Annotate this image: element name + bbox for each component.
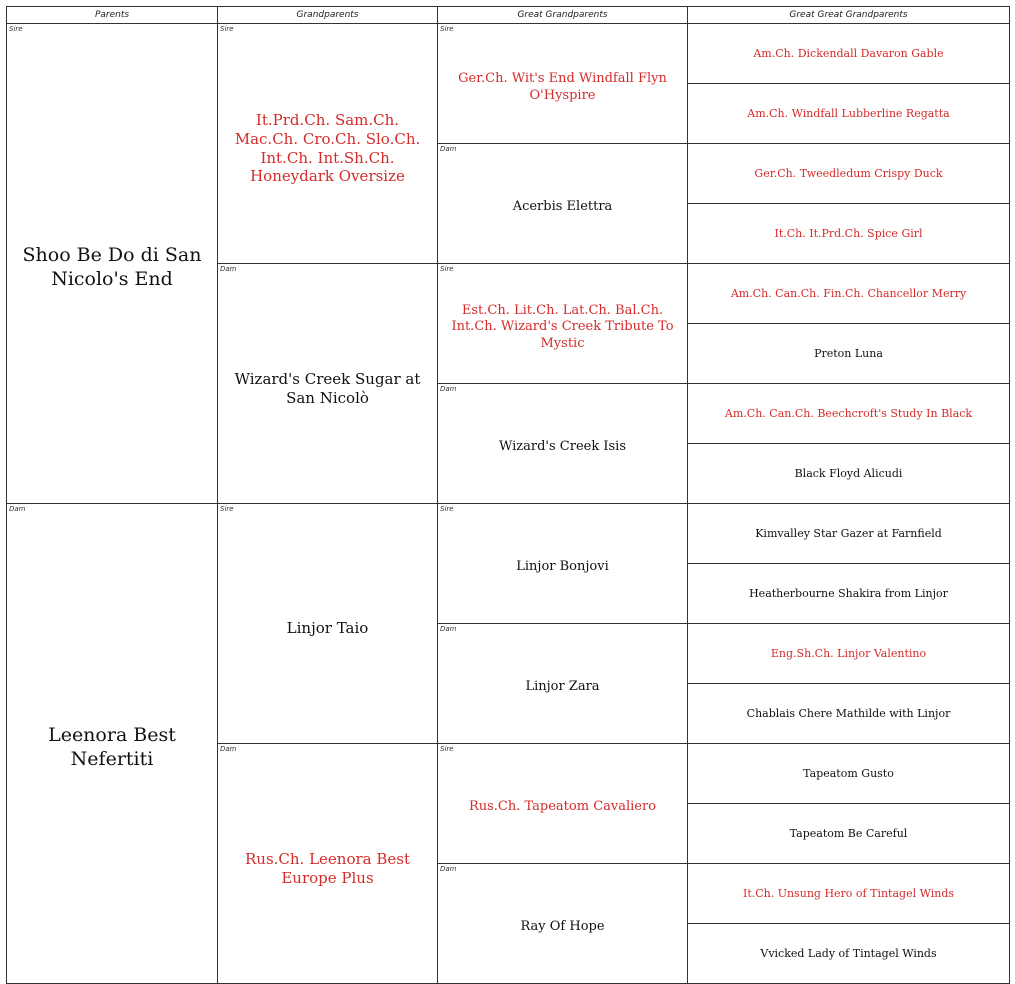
gen4-cell [687, 863, 1010, 924]
gen3-cell [437, 863, 688, 984]
gen1-cell [6, 23, 218, 504]
gen1-cell [6, 503, 218, 984]
dam-label: Dam [440, 625, 457, 633]
champion-dog-name[interactable]: Am.Ch. Dickendall Davaron Gable [753, 46, 944, 60]
dam-label: Dam [440, 385, 457, 393]
champion-dog-name[interactable]: Eng.Sh.Ch. Linjor Valentino [770, 646, 927, 660]
gen4-cell [687, 443, 1010, 504]
gen4-cell [687, 803, 1010, 864]
champion-dog-name[interactable]: It.Ch. It.Prd.Ch. Spice Girl [774, 226, 923, 240]
dog-name[interactable]: Shoo Be Do di San Nicolo's End [22, 243, 202, 290]
champion-dog-name[interactable]: Ger.Ch. Tweedledum Crispy Duck [754, 166, 943, 180]
gen4-cell [687, 263, 1010, 324]
pedigree-table [6, 6, 1009, 960]
gen4-cell [687, 203, 1010, 264]
dam-label: Dam [220, 745, 237, 753]
dog-name[interactable]: Linjor Taio [286, 619, 369, 638]
sire-label: Sire [440, 505, 454, 513]
gen2-cell [217, 503, 438, 744]
dog-name[interactable]: Chablais Chere Mathilde with Linjor [746, 706, 951, 720]
gen2-cell [217, 263, 438, 504]
gen4-cell [687, 503, 1010, 564]
dog-name[interactable]: Preton Luna [814, 346, 883, 360]
gen3-cell [437, 23, 688, 144]
gen4-cell [687, 683, 1010, 744]
gen4-cell [687, 23, 1010, 84]
dog-name[interactable]: Acerbis Elettra [512, 199, 613, 215]
champion-dog-name[interactable]: Ger.Ch. Wit's End Windfall Flyn O'Hyspire [458, 71, 667, 103]
gen4-cell [687, 323, 1010, 384]
gen4-cell [687, 743, 1010, 804]
champion-dog-name[interactable]: Am.Ch. Windfall Lubberline Regatta [747, 106, 950, 120]
sire-label: Sire [440, 265, 454, 273]
gen3-cell [437, 143, 688, 264]
gen3-cell [437, 623, 688, 744]
gen3-cell [437, 383, 688, 504]
dog-name[interactable]: Linjor Zara [525, 679, 600, 695]
sire-label: Sire [9, 25, 23, 33]
gen4-cell [687, 143, 1010, 204]
champion-dog-name[interactable]: It.Prd.Ch. Sam.Ch. Mac.Ch. Cro.Ch. Slo.Ch. Int.Ch. Int.Sh.Ch. Honeydark Oversize [234, 111, 421, 186]
dog-name[interactable]: Wizard's Creek Sugar at San Nicolò [234, 369, 421, 407]
dam-label: Dam [220, 265, 237, 273]
champion-dog-name[interactable]: Am.Ch. Can.Ch. Fin.Ch. Chancellor Merry [730, 286, 967, 300]
gen3-cell [437, 503, 688, 624]
dog-name[interactable]: Heatherbourne Shakira from Linjor [749, 586, 948, 600]
header-grandparents: Grandparents [217, 6, 438, 24]
gen3-cell [437, 263, 688, 384]
dam-label: Dam [440, 145, 457, 153]
champion-dog-name[interactable]: Rus.Ch. Leenora Best Europe Plus [244, 849, 410, 887]
gen4-cell [687, 83, 1010, 144]
dog-name[interactable]: Kimvalley Star Gazer at Farnfield [755, 526, 942, 540]
champion-dog-name[interactable]: Am.Ch. Can.Ch. Beechcroft's Study In Black [724, 406, 973, 420]
dog-name[interactable]: Linjor Bonjovi [516, 559, 609, 575]
dog-name[interactable]: Leenora Best Nefertiti [48, 723, 176, 770]
header-great-grandparents: Great Grandparents [437, 6, 688, 24]
dam-label: Dam [9, 505, 26, 513]
gen4-cell [687, 923, 1010, 984]
dog-name[interactable]: Wizard's Creek Isis [499, 439, 626, 455]
gen4-cell [687, 563, 1010, 624]
champion-dog-name[interactable]: Rus.Ch. Tapeatom Cavaliero [468, 799, 657, 815]
sire-label: Sire [220, 25, 234, 33]
gen3-cell [437, 743, 688, 864]
dog-name[interactable]: Vvicked Lady of Tintagel Winds [760, 946, 937, 960]
dog-name[interactable]: Ray Of Hope [520, 919, 605, 935]
dog-name[interactable]: Black Floyd Alicudi [794, 466, 903, 480]
gen4-cell [687, 383, 1010, 444]
gen4-cell [687, 623, 1010, 684]
dog-name[interactable]: Tapeatom Be Careful [789, 826, 908, 840]
header-great-great-grandparents: Great Great Grandparents [687, 6, 1010, 24]
sire-label: Sire [440, 745, 454, 753]
header-parents: Parents [6, 6, 218, 24]
champion-dog-name[interactable]: Est.Ch. Lit.Ch. Lat.Ch. Bal.Ch. Int.Ch. Wizard's Creek Tribute To Mystic [451, 303, 674, 351]
dam-label: Dam [440, 865, 457, 873]
gen2-cell [217, 743, 438, 984]
gen2-cell [217, 23, 438, 264]
champion-dog-name[interactable]: It.Ch. Unsung Hero of Tintagel Winds [742, 886, 955, 900]
dog-name[interactable]: Tapeatom Gusto [803, 766, 894, 780]
sire-label: Sire [440, 25, 454, 33]
sire-label: Sire [220, 505, 234, 513]
